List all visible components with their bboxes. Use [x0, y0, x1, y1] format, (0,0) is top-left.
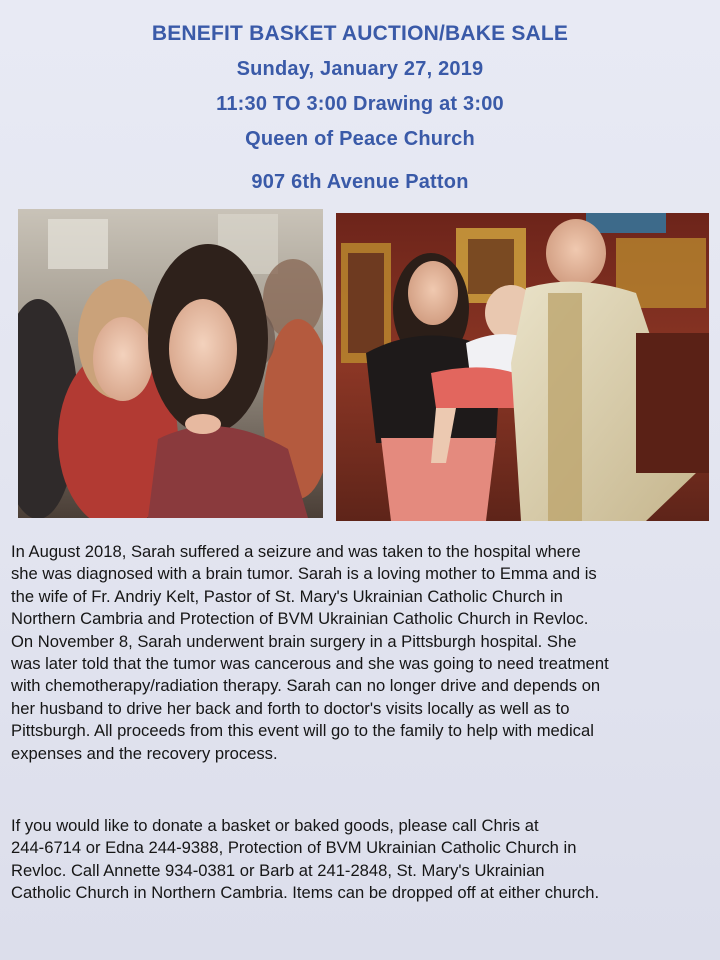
- story-line: expenses and the recovery process.: [11, 743, 278, 763]
- event-date: Sunday, January 27, 2019: [236, 58, 484, 80]
- donation-line: 244-6714 or Edna 244-9388, Protection of BVM Ukrainian Catholic Church in: [11, 838, 577, 858]
- donation-paragraph: [11, 815, 717, 905]
- story-paragraph: [11, 541, 717, 765]
- photo-mother-daughter-illustration: [18, 209, 323, 518]
- photo-mother-daughter: [18, 209, 323, 518]
- story-line: Northern Cambria and Protection of BVM Ukrainian Catholic Church in Revloc.: [11, 609, 589, 629]
- story-line: the wife of Fr. Andriy Kelt, Pastor of St. Mary's Ukrainian Catholic Church in: [11, 586, 563, 606]
- event-header: [0, 22, 720, 205]
- photo-family-church-illustration: [336, 213, 709, 521]
- story-line: On November 8, Sarah underwent brain surgery in a Pittsburgh hospital. She: [11, 631, 577, 651]
- story-line: was later told that the tumor was cancerous and she was going to need treatment: [11, 654, 609, 674]
- event-venue: Queen of Peace Church: [245, 128, 475, 150]
- photo-family-church: [336, 213, 709, 521]
- donation-line: Catholic Church in Northern Cambria. Items can be dropped off at either church.: [11, 883, 600, 903]
- donation-line: Revloc. Call Annette 934-0381 or Barb at 241-2848, St. Mary's Ukrainian: [11, 860, 545, 880]
- story-line: Pittsburgh. All proceeds from this event will go to the family to help with medical: [11, 721, 594, 741]
- event-time: 11:30 TO 3:00 Drawing at 3:00: [216, 93, 504, 115]
- story-line: she was diagnosed with a brain tumor. Sarah is a loving mother to Emma and is: [11, 564, 597, 584]
- event-title: BENEFIT BASKET AUCTION/BAKE SALE: [151, 22, 569, 45]
- donation-line: If you would like to donate a basket or baked goods, please call Chris at: [11, 816, 539, 835]
- event-address: 907 6th Avenue Patton: [251, 171, 469, 193]
- story-line: with chemotherapy/radiation therapy. Sarah can no longer drive and depends on: [11, 676, 601, 696]
- story-line: In August 2018, Sarah suffered a seizure and was taken to the hospital where: [11, 542, 581, 561]
- story-line: her husband to drive her back and forth to doctor's visits locally as well as to: [11, 698, 570, 718]
